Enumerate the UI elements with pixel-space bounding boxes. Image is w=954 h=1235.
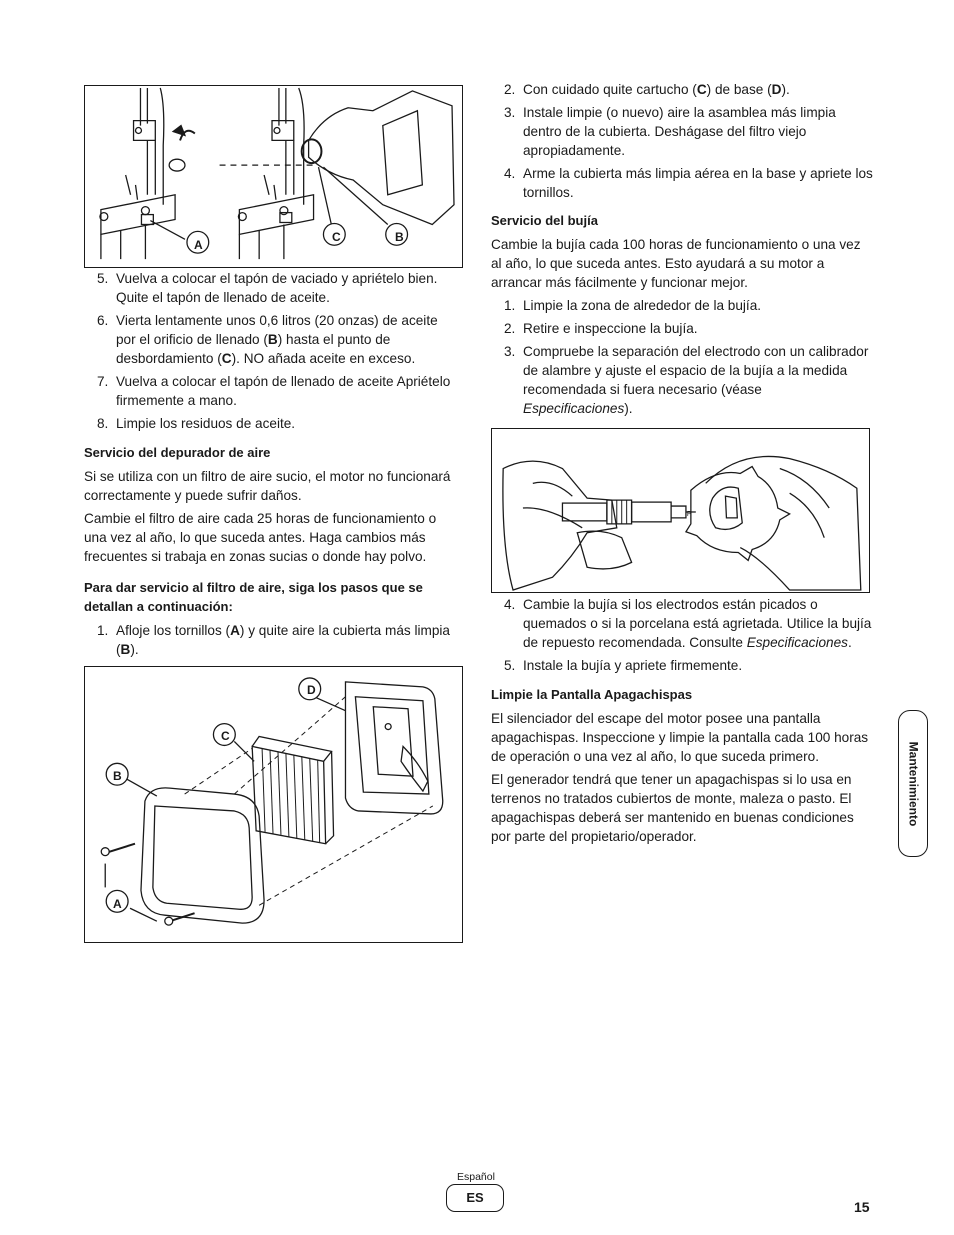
svg-text:P: P — [686, 510, 692, 518]
oil-step-6: 6. Vierta lentamente unos 0,6 litros (20 onzas) de aceite por el orificio de llenado (B) hasta el punto de desbordamiento (C). NO añada aceite en exceso. — [97, 313, 438, 366]
plug-steps-bottom — [491, 595, 873, 675]
air-steps-left — [84, 621, 458, 659]
label-b: B — [113, 769, 122, 783]
language-code-badge: ES — [446, 1184, 504, 1212]
spark-arrester-para-2: El generador tendrá que tener un apagachispas si lo usa en terrenos no tratados cubiertos de monte, maleza o pasto. El apagachispas deberá ser mantenido en buenas condiciones por parte del propietario/operador. — [491, 772, 854, 844]
air-cleaner-heading: Servicio del depurador de aire — [84, 445, 271, 460]
label-d: D — [307, 683, 316, 697]
oil-fill-figure — [84, 85, 463, 268]
spark-plug-para: Cambie la bujía cada 100 horas de funcionamiento o una vez al año, lo que suceda antes. Esto ayudará a su motor a arrancar más fácilmente y funcionar mejor. — [491, 237, 861, 290]
plug-step-2: 2. Retire e inspeccione la bujía. — [504, 321, 698, 336]
air-filter-figure — [84, 666, 463, 943]
air-step-2: 2. Con cuidado quite cartucho (C) de base (D). — [504, 82, 790, 97]
air-step-4: 4. Arme la cubierta más limpia aérea en la base y apriete los tornillos. — [504, 166, 873, 200]
language-label: Español — [457, 1171, 495, 1183]
air-steps-right — [491, 80, 873, 202]
label-c: C — [332, 230, 341, 244]
right-column-top — [491, 80, 873, 422]
label-c: C — [221, 729, 230, 743]
oil-step-8: 8. Limpie los residuos de aceite. — [97, 416, 296, 431]
section-tab — [898, 710, 928, 857]
label-a: A — [113, 897, 122, 911]
air-cleaner-para-2: Cambie el filtro de aire cada 25 horas de funcionamiento o una vez al año, lo que suceda antes. Haga cambios más frecuentes si trabaja en zonas sucias o donde hay polvo. — [84, 511, 437, 564]
air-step-1: 1. Afloje los tornillos (A) y quite aire la cubierta más limpia (B). — [97, 623, 450, 657]
plug-step-4: 4. Cambie la bujía si los electrodos están picados o quemados o si la porcelana está agrietada. Utilice la bujía de repuesto recomendada. Consulte Especificaciones. — [504, 597, 872, 650]
air-step-3: 3. Instale limpie (o nuevo) aire la asamblea más limpia dentro de la cubierta. Deshágase del filtro viejo apropiadamente. — [504, 105, 836, 158]
oil-step-7: 7. Vuelva a colocar el tapón de llenado de aceite Apriételo firmemente a mano. — [97, 374, 451, 408]
spark-plug-figure — [491, 428, 870, 593]
label-b: B — [395, 230, 404, 244]
right-column-bottom — [491, 595, 873, 846]
oil-steps — [84, 269, 458, 433]
air-steps-heading: Para dar servicio al filtro de aire, siga los pasos que se detallan a continuación: — [84, 580, 423, 614]
oil-step-5: 5. Vuelva a colocar el tapón de vaciado y apriételo bien. Quite el tapón de llenado de aceite. — [97, 271, 438, 305]
air-cleaner-para-1: Si se utiliza con un filtro de aire sucio, el motor no funcionará correctamente y puede sufrir daños. — [84, 469, 451, 503]
left-column — [84, 269, 458, 663]
section-tab-label: Mantenimiento — [906, 741, 921, 826]
spark-plug-heading: Servicio del bujía — [491, 213, 598, 228]
plug-step-5: 5. Instale la bujía y apriete firmemente. — [504, 658, 743, 673]
plug-step-3: 3. Compruebe la separación del electrodo con un calibrador de alambre y ajuste el espacio de la bujía a la medida recomendada si fuera necesario (véase Especificaciones). — [504, 344, 869, 416]
page-number: 15 — [854, 1199, 870, 1215]
plug-step-1: 1. Limpie la zona de alrededor de la bujía. — [504, 298, 762, 313]
spark-arrester-heading: Limpie la Pantalla Apagachispas — [491, 687, 693, 702]
plug-steps-top — [491, 296, 873, 418]
label-a: A — [194, 238, 203, 252]
spark-arrester-para-1: El silenciador del escape del motor posee una pantalla apagachispas. Inspeccione y limpie la pantalla cada 100 horas de operación o una vez al año, lo que suceda primero. — [491, 711, 869, 764]
